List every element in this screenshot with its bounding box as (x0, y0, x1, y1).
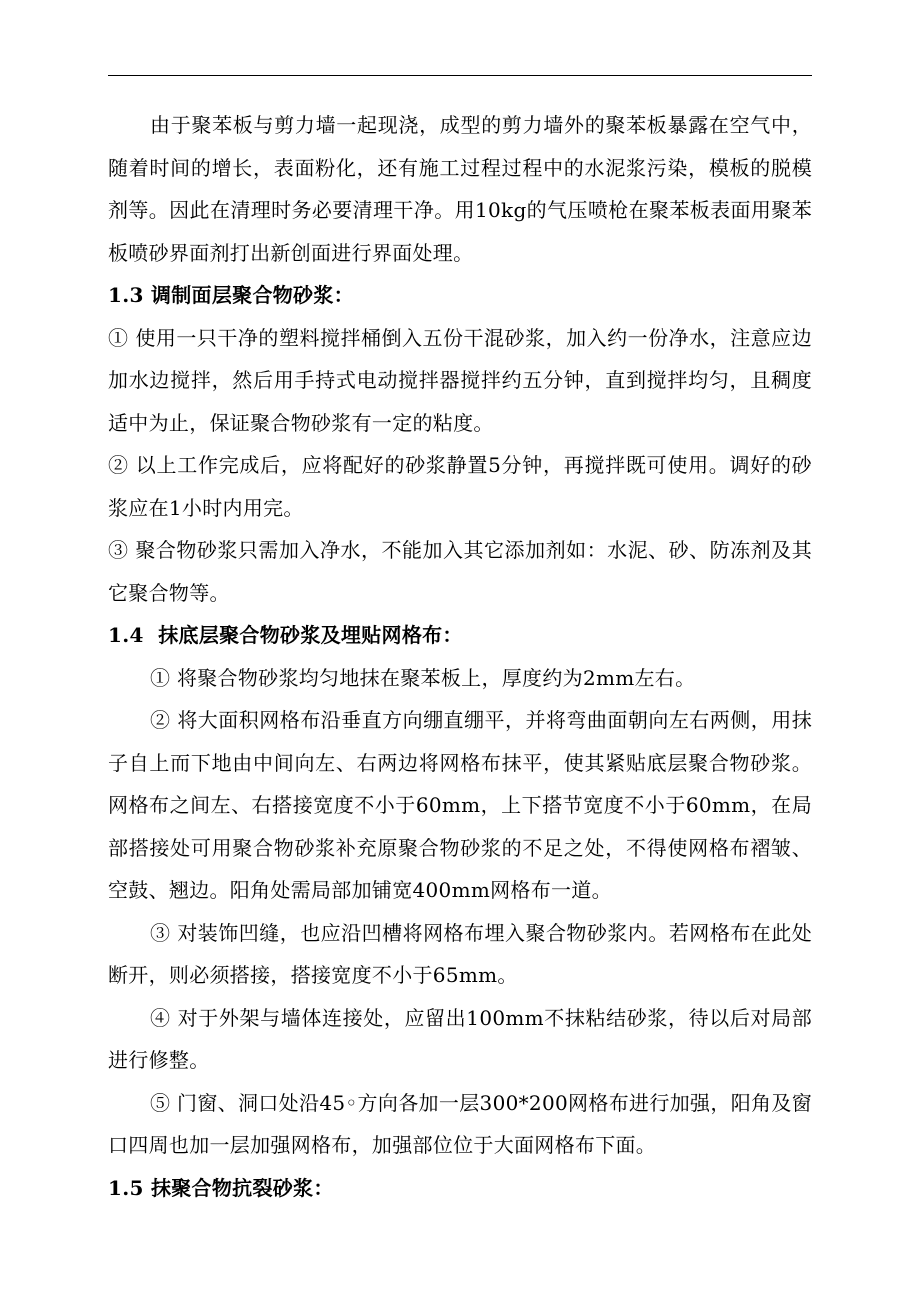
document-body (108, 104, 812, 1209)
list-item-1-4-3: ③ 对装饰凹缝，也应沿凹槽将网格布埋入聚合物砂浆内。若网格布在此处断开，则必须搭接，搭接宽度不小于65mm。 (108, 920, 812, 987)
heading-1-5: 1.5 抹聚合物抗裂砂浆： (108, 1175, 334, 1200)
list-item-1-3-3: ③ 聚合物砂浆只需加入净水，不能加入其它添加剂如：水泥、砂、防冻剂及其它聚合物等。 (108, 538, 812, 605)
paragraph-surface-cleaning: 由于聚苯板与剪力墙一起现浇，成型的剪力墙外的聚苯板暴露在空气中，随着时间的增长，表面粉化，还有施工过程过程中的水泥浆污染，模板的脱模剂等。因此在清理时务必要清理干净。用10kg的气压喷枪在聚苯板表面用聚苯板喷砂界面剂打出新创面进行界面处理。 (108, 113, 812, 265)
list-item-1-4-4: ④ 对于外架与墙体连接处，应留出100mm不抹粘结砂浆，待以后对局部进行修整。 (108, 1005, 812, 1072)
list-item-1-4-1: ① 将聚合物砂浆均匀地抹在聚苯板上，厚度约为2mm左右。 (150, 665, 696, 690)
list-item-1-3-2: ② 以上工作完成后，应将配好的砂浆静置5分钟，再搅拌既可使用。调好的砂浆应在1小时内用完。 (108, 453, 812, 520)
list-item-1-4-2: ② 将大面积网格布沿垂直方向绷直绷平，并将弯曲面朝向左右两侧，用抹子自上而下地由中间向左、右两边将网格布抹平，使其紧贴底层聚合物砂浆。网格布之间左、右搭接宽度不小于60mm，上下搭节宽度不小于60mm，在局部搭接处可用聚合物砂浆补充原聚合物砂浆的不足之处，不得使网格布褶皱、空鼓、翘边。阳角处需局部加铺宽400mm网格布一道。 (108, 708, 812, 902)
header-rule (108, 75, 812, 76)
heading-1-3: 1.3 调制面层聚合物砂浆： (108, 283, 354, 307)
list-item-1-4-5: ⑤ 门窗、洞口处沿45◦方向各加一层300*200网格布进行加强，阳角及窗口四周也加一层加强网格布，加强部位位于大面网格布下面。 (108, 1090, 812, 1157)
list-item-1-3-1: ① 使用一只干净的塑料搅拌桶倒入五份干混砂浆，加入约一份净水，注意应边加水边搅拌，然后用手持式电动搅拌器搅拌约五分钟，直到搅拌均匀，且稠度适中为止，保证聚合物砂浆有一定的粘度。 (108, 325, 812, 435)
heading-1-4: 1.4 抹底层聚合物砂浆及埋贴网格布： (108, 623, 463, 647)
